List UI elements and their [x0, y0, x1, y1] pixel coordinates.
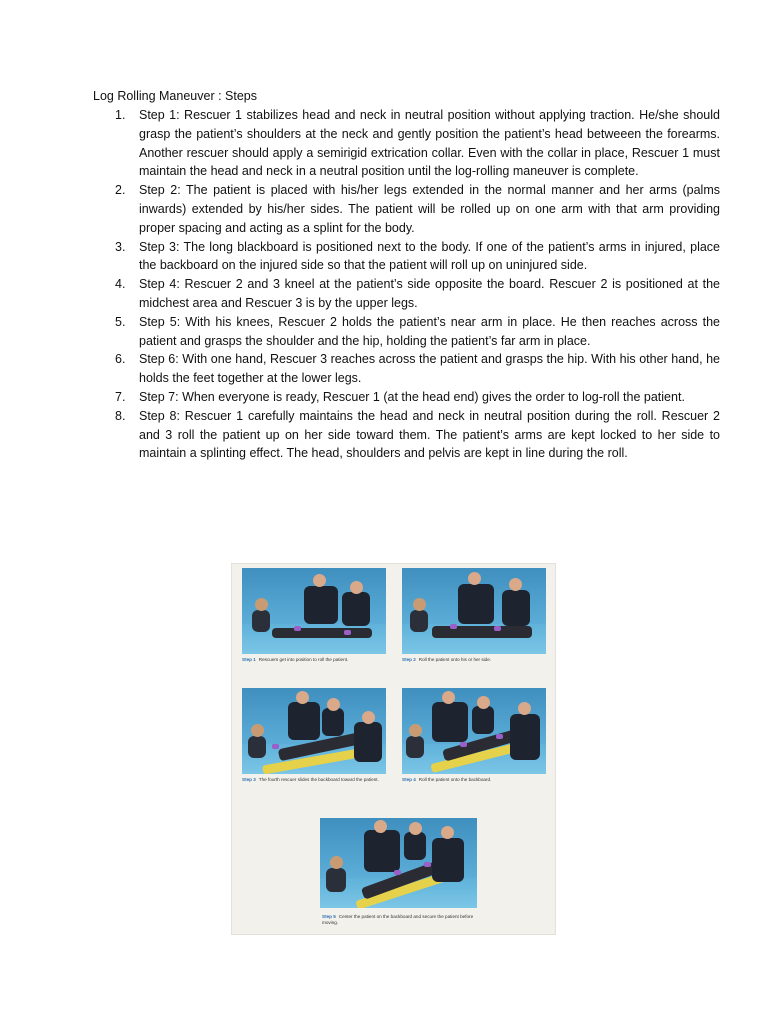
step-text: Step 1: Rescuer 1 stabilizes head and neck in neutral position without applying traction. He/she should grasp the patient’s shoulders at the neck and gently position the patient’s head betweeen the forearms. Another rescuer should apply a semirigid extrication collar. Even with the collar in place, Rescuer 1 must maintain the head and neck in a neutral position until the log-rolling maneuver is complete. — [139, 108, 720, 179]
step-5-caption — [322, 914, 474, 926]
step-3-caption-text: The fourth rescuer slides the backboard toward the patient. — [258, 777, 379, 782]
step-number: 7. — [115, 389, 126, 404]
step-item — [115, 106, 720, 181]
step-5-caption-text: Center the patient on the backboard and secure the patient before moving. — [322, 914, 474, 925]
step-item — [115, 407, 720, 463]
step-3-photo — [242, 688, 386, 774]
step-text: Step 5: With his knees, Rescuer 2 holds the patient’s near arm in place. He then reaches across the patient and grasps the shoulder and the hip, holding the patient’s far arm in place. — [139, 314, 720, 348]
step-2-caption — [402, 657, 546, 663]
step-item — [115, 238, 720, 276]
step-2-label: Step 2 — [402, 657, 416, 662]
step-5-photo — [320, 818, 477, 908]
step-text: Step 4: Rescuer 2 and 3 kneel at the patient’s side opposite the board. Rescuer 2 is positioned at the midchest area and Rescuer 3 is by the upper legs. — [139, 277, 720, 310]
step-item — [115, 350, 720, 388]
step-number: 8. — [115, 408, 126, 423]
step-item — [115, 181, 720, 237]
step-4-photo — [402, 688, 546, 774]
log-roll-figure — [231, 563, 556, 935]
step-2-photo — [402, 568, 546, 654]
step-number: 3. — [115, 239, 126, 254]
step-text: Step 3: The long blackboard is positioned next to the body. If one of the patient’s arms in injured, place the backboard on the injured side so that the patient will roll up on uninjured side. — [139, 239, 720, 273]
step-item — [115, 313, 720, 351]
step-item — [115, 275, 720, 313]
step-1-caption — [242, 657, 386, 663]
step-text: Step 6: With one hand, Rescuer 3 reaches across the patient and grasps the hip. With his other hand, he holds the feet together at the lower legs. — [139, 352, 720, 386]
step-item — [115, 388, 720, 407]
document-title: Log Rolling Maneuver : Steps — [93, 89, 257, 103]
step-text: Step 2: The patient is placed with his/her legs extended in the normal manner and her arms (palms inwards) extended by his/her sides. The patient will be rolled up on one arm with that arm providing proper spacing and acting as a splint for the body. — [139, 183, 720, 235]
step-5-label: Step 5 — [322, 914, 336, 919]
step-1-caption-text: Rescuers get into position to roll the patient. — [258, 657, 349, 662]
step-4-label: Step 4 — [402, 777, 416, 782]
step-text: Step 7: When everyone is ready, Rescuer 1 (at the head end) gives the order to log-roll the patient. — [139, 389, 685, 404]
step-3-label: Step 3 — [242, 777, 256, 782]
step-3-caption — [242, 777, 386, 783]
step-2-caption-text: Roll the patient onto his or her side. — [418, 657, 492, 662]
step-number: 2. — [115, 183, 126, 198]
step-4-caption — [402, 777, 546, 783]
step-number: 6. — [115, 352, 126, 367]
step-1-label: Step 1 — [242, 657, 256, 662]
steps-list — [93, 106, 720, 463]
step-number: 1. — [115, 108, 126, 122]
step-number: 5. — [115, 314, 126, 329]
step-text: Step 8: Rescuer 1 carefully maintains the head and neck in neutral position during the roll. Rescuer 2 and 3 roll the patient up on her side toward them. The patient’s arms are kept locked to her side to maintain a splinting effect. The head, shoulders and pelvis are kept in line during the roll. — [139, 408, 720, 461]
step-4-caption-text: Roll the patient onto the backboard. — [418, 777, 492, 782]
step-1-photo — [242, 568, 386, 654]
step-number: 4. — [115, 277, 126, 292]
